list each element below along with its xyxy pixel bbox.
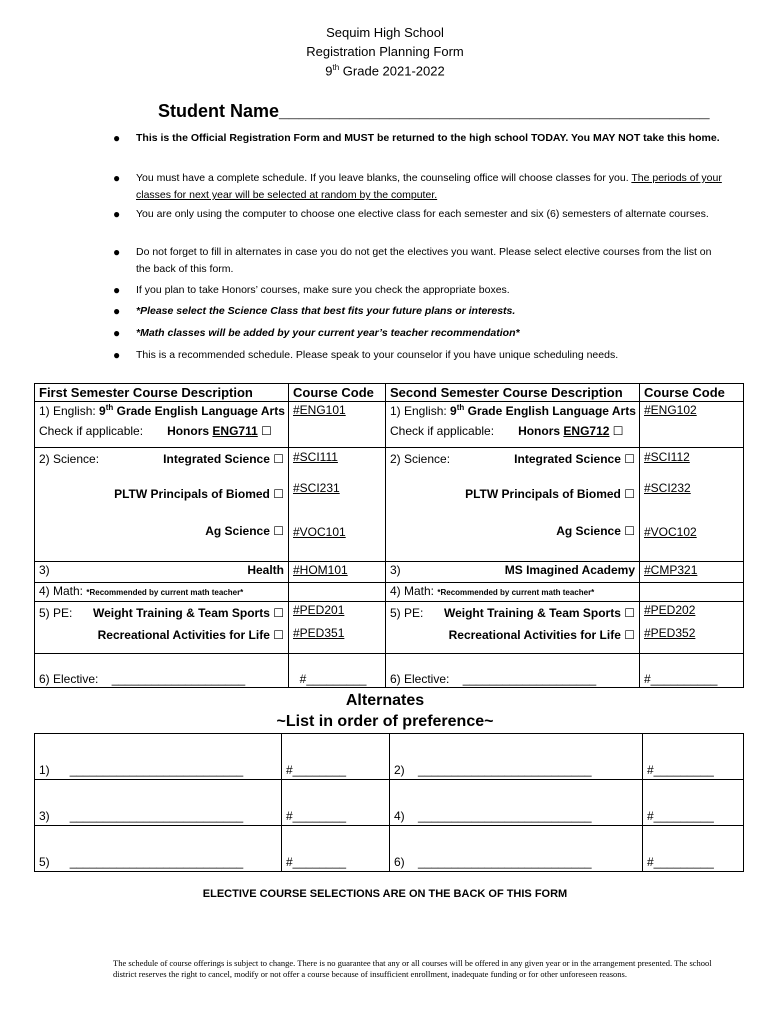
alternate-number: 2) (394, 763, 405, 777)
course-code: #CMP321 (644, 563, 698, 577)
pe-checkbox[interactable]: ☐ (624, 628, 635, 642)
science-prefix: 2) Science: (390, 452, 451, 466)
science-row (35, 448, 744, 562)
bullet-dot: ● (113, 326, 121, 340)
alternate-line: __________________________ (69, 855, 244, 869)
math-prefix: 4) Math: (390, 584, 438, 598)
alternate-6[interactable] (390, 826, 643, 872)
alternate-code-line: #_________ (647, 809, 714, 823)
alternate-2[interactable] (390, 734, 643, 780)
alternate-1[interactable] (35, 734, 282, 780)
math-first (35, 583, 289, 602)
science-first-codes (289, 448, 386, 562)
alternate-code-line: #________ (286, 763, 347, 777)
course-code: #SCI111 (293, 450, 338, 464)
elective-row (35, 654, 744, 688)
bullet-dot: ● (113, 131, 121, 145)
course-code: #PED352 (644, 626, 696, 640)
alternate-line: __________________________ (418, 809, 592, 823)
schedule-header-row (35, 384, 744, 402)
elective-code-line: #_________ (299, 672, 367, 686)
bullet-dot: ● (113, 207, 121, 221)
bullet-text: *Please select the Science Class that best fits your future plans or interests. (136, 305, 516, 317)
pe-first (35, 602, 289, 654)
pe-option: Recreational Activities for Life (97, 628, 270, 642)
math-first-code (289, 583, 386, 602)
alternate-code-line: #_________ (647, 855, 714, 869)
alternate-2-code[interactable] (643, 734, 744, 780)
student-name-label: Student Name (158, 101, 280, 121)
science-checkbox[interactable]: ☐ (273, 452, 284, 466)
pe-second (386, 602, 640, 654)
science-option: Integrated Science (514, 452, 621, 466)
check-label: Check if applicable: (39, 424, 144, 438)
bullet-dot: ● (113, 348, 121, 362)
alternates-subtitle: ~List in order of preference~ (276, 713, 494, 730)
bullet-text-underlined: The periods of your classes for next year will be selected at random by the computer. (136, 172, 722, 201)
alternate-code-line: #________ (286, 855, 347, 869)
bullet-science (113, 303, 723, 320)
english-course: Grade English Language Arts (113, 404, 285, 418)
course-code: #VOC101 (293, 525, 346, 539)
course-code: #SCI112 (644, 450, 690, 464)
course-code: #VOC102 (644, 525, 697, 539)
bullet-text: Do not forget to fill in alternates in case you do not get the electives you want. Please select elective courses from the list on the back of this form. (136, 246, 712, 275)
pe-prefix: 5) PE: (390, 606, 424, 620)
pe-first-codes (289, 602, 386, 654)
elective-line: ____________________ (111, 672, 246, 686)
bullet-honors (113, 282, 723, 299)
course-code: #PED351 (293, 626, 345, 640)
science-checkbox[interactable]: ☐ (624, 452, 635, 466)
pe-option: Recreational Activities for Life (448, 628, 621, 642)
pe-row (35, 602, 744, 654)
course-code: #ENG102 (644, 403, 697, 417)
student-name-line: ___________________________________________ (279, 101, 710, 121)
course-code: #ENG101 (293, 403, 346, 417)
alternate-line: __________________________ (418, 855, 592, 869)
ms-code-cell (640, 562, 744, 583)
bullet-dot: ● (113, 171, 121, 185)
elective-second-code[interactable] (640, 654, 744, 688)
bullet-text: You are only using the computer to choose one elective class for each semester and six (6) semesters of alternate courses. (136, 208, 709, 220)
grade-superscript: th (332, 63, 340, 72)
honors-label: Honors (167, 424, 213, 438)
honors-code: ENG711 (212, 424, 258, 438)
bullet-dot: ● (113, 245, 121, 259)
ms-course: MS Imagined Academy (504, 563, 635, 577)
english-grade-sup: th (456, 403, 465, 412)
alternates-row (35, 734, 744, 780)
alternate-6-code[interactable] (643, 826, 744, 872)
check-label: Check if applicable: (390, 424, 495, 438)
science-prefix: 2) Science: (39, 452, 100, 466)
honors-code: ENG712 (563, 424, 610, 438)
alternate-code-line: #________ (286, 809, 347, 823)
english-prefix: 1) English: (39, 404, 100, 418)
alternate-number: 4) (394, 809, 405, 823)
school-name: Sequim High School (326, 25, 444, 40)
grade-rest: Grade 2021-2022 (339, 63, 445, 79)
english-second-code (640, 402, 744, 448)
health-code-cell (289, 562, 386, 583)
science-checkbox[interactable]: ☐ (273, 487, 284, 501)
first-semester-header: First Semester Course Description (35, 384, 289, 402)
health-course: Health (247, 563, 284, 577)
alternate-line: __________________________ (69, 809, 244, 823)
bullet-math (113, 325, 723, 342)
science-checkbox[interactable]: ☐ (624, 487, 635, 501)
science-checkbox[interactable]: ☐ (273, 524, 284, 538)
bullet-official (113, 130, 723, 147)
bullet-alternates (113, 244, 723, 278)
bullet-text: *Math classes will be added by your current year’s teacher recommendation* (136, 327, 520, 339)
bullet-complete-schedule (113, 170, 723, 204)
elective-code-line: #__________ (644, 672, 718, 686)
alternates-row (35, 826, 744, 872)
science-option: PLTW Principals of Biomed (465, 487, 621, 501)
pe-option: Weight Training & Team Sports (92, 606, 270, 620)
alternate-code-line: #_________ (647, 763, 714, 777)
alternate-number: 5) (39, 855, 50, 869)
alternate-number: 6) (394, 855, 405, 869)
english-grade-sup: th (105, 403, 114, 412)
alternate-5-code[interactable] (282, 826, 390, 872)
elective-first[interactable] (35, 654, 289, 688)
alternate-number: 1) (39, 763, 50, 777)
grade-number: 9 (325, 63, 333, 79)
elective-prefix: 6) Elective: (39, 672, 99, 686)
math-note: *Recommended by current math teacher* (437, 588, 595, 597)
science-checkbox[interactable]: ☐ (624, 524, 635, 538)
elective-second[interactable] (386, 654, 640, 688)
science-second-codes (640, 448, 744, 562)
pe-checkbox[interactable]: ☐ (273, 606, 284, 620)
english-first-code (289, 402, 386, 448)
bullet-text: You must have a complete schedule. If you leave blanks, the counseling office will choose classes for you. (136, 172, 632, 184)
math-second-code (640, 583, 744, 602)
elective-prefix: 6) Elective: (390, 672, 450, 686)
course-code-header: Course Code (289, 384, 386, 402)
science-option: Ag Science (556, 524, 621, 538)
math-note: *Recommended by current math teacher* (86, 588, 244, 597)
english-first (35, 402, 289, 448)
course-code-header: Course Code (640, 384, 744, 402)
row-prefix: 3) (390, 563, 401, 577)
bullet-dot: ● (113, 304, 121, 318)
english-row (35, 402, 744, 448)
alternates-table (34, 733, 744, 872)
science-option: Ag Science (205, 524, 270, 538)
health-first (35, 562, 289, 583)
alternate-line: __________________________ (418, 763, 592, 777)
course-code: #SCI231 (293, 481, 340, 495)
alternate-4-code[interactable] (643, 780, 744, 826)
alternates-title: Alternates (345, 692, 425, 709)
bullet-text: This is a recommended schedule. Please speak to your counselor if you have unique scheduling needs. (136, 349, 619, 361)
honors-checkbox[interactable]: ☐ (612, 424, 624, 438)
science-option: Integrated Science (163, 452, 270, 466)
alternate-3-code[interactable] (282, 780, 390, 826)
grade-year (0, 63, 770, 78)
science-second (386, 448, 640, 562)
english-grade-num: 9 (450, 404, 457, 418)
course-code: #SCI232 (644, 481, 691, 495)
english-prefix: 1) English: (390, 404, 451, 418)
english-course: Grade English Language Arts (464, 404, 636, 418)
english-second (386, 402, 640, 448)
bullet-text: If you plan to take Honors’ courses, make sure you check the appropriate boxes. (136, 284, 510, 296)
pe-prefix: 5) PE: (39, 606, 73, 620)
math-row (35, 583, 744, 602)
bullet-dot: ● (113, 283, 121, 297)
course-code: #PED202 (644, 603, 696, 617)
bullet-text: This is the Official Registration Form and MUST be returned to the high school TODAY. You MAY NOT take this home. (136, 132, 720, 144)
bullet-computer (113, 206, 723, 223)
math-prefix: 4) Math: (39, 584, 87, 598)
pe-checkbox[interactable]: ☐ (624, 606, 635, 620)
pe-option: Weight Training & Team Sports (443, 606, 621, 620)
alternate-line: __________________________ (69, 763, 244, 777)
honors-checkbox[interactable]: ☐ (261, 424, 272, 438)
second-semester-header: Second Semester Course Description (386, 384, 640, 402)
elective-first-code[interactable] (289, 654, 386, 688)
row-prefix: 3) (39, 563, 50, 577)
form-title: Registration Planning Form (306, 44, 464, 59)
math-second (386, 583, 640, 602)
student-name-field[interactable] (158, 101, 710, 122)
pe-checkbox[interactable]: ☐ (273, 628, 284, 642)
health-row (35, 562, 744, 583)
ms-second (386, 562, 640, 583)
english-grade (450, 404, 636, 418)
alternate-1-code[interactable] (282, 734, 390, 780)
alternate-3[interactable] (35, 780, 282, 826)
english-grade (99, 404, 285, 418)
honors-label: Honors (518, 424, 564, 438)
alternate-number: 3) (39, 809, 50, 823)
alternate-4[interactable] (390, 780, 643, 826)
course-code: #PED201 (293, 603, 345, 617)
course-code: #HOM101 (293, 563, 348, 577)
schedule-table (34, 383, 744, 688)
science-first (35, 448, 289, 562)
elective-line: ____________________ (462, 672, 597, 686)
pe-second-codes (640, 602, 744, 654)
bullet-recommended (113, 347, 723, 364)
alternate-5[interactable] (35, 826, 282, 872)
science-option: PLTW Principals of Biomed (114, 487, 270, 501)
alternates-row (35, 780, 744, 826)
disclaimer-footnote: The schedule of course offerings is subject to change. There is no guarantee that any or all courses will be offered in any given year or in the arrangement presented. The school district reserves the right to cancel, modify or not offer a course because of insufficient enrollment, inadequate funding or for other unforeseen reasons. (113, 958, 712, 979)
elective-note: ELECTIVE COURSE SELECTIONS ARE ON THE BACK OF THIS FORM (202, 888, 568, 900)
english-grade-num: 9 (99, 404, 106, 418)
